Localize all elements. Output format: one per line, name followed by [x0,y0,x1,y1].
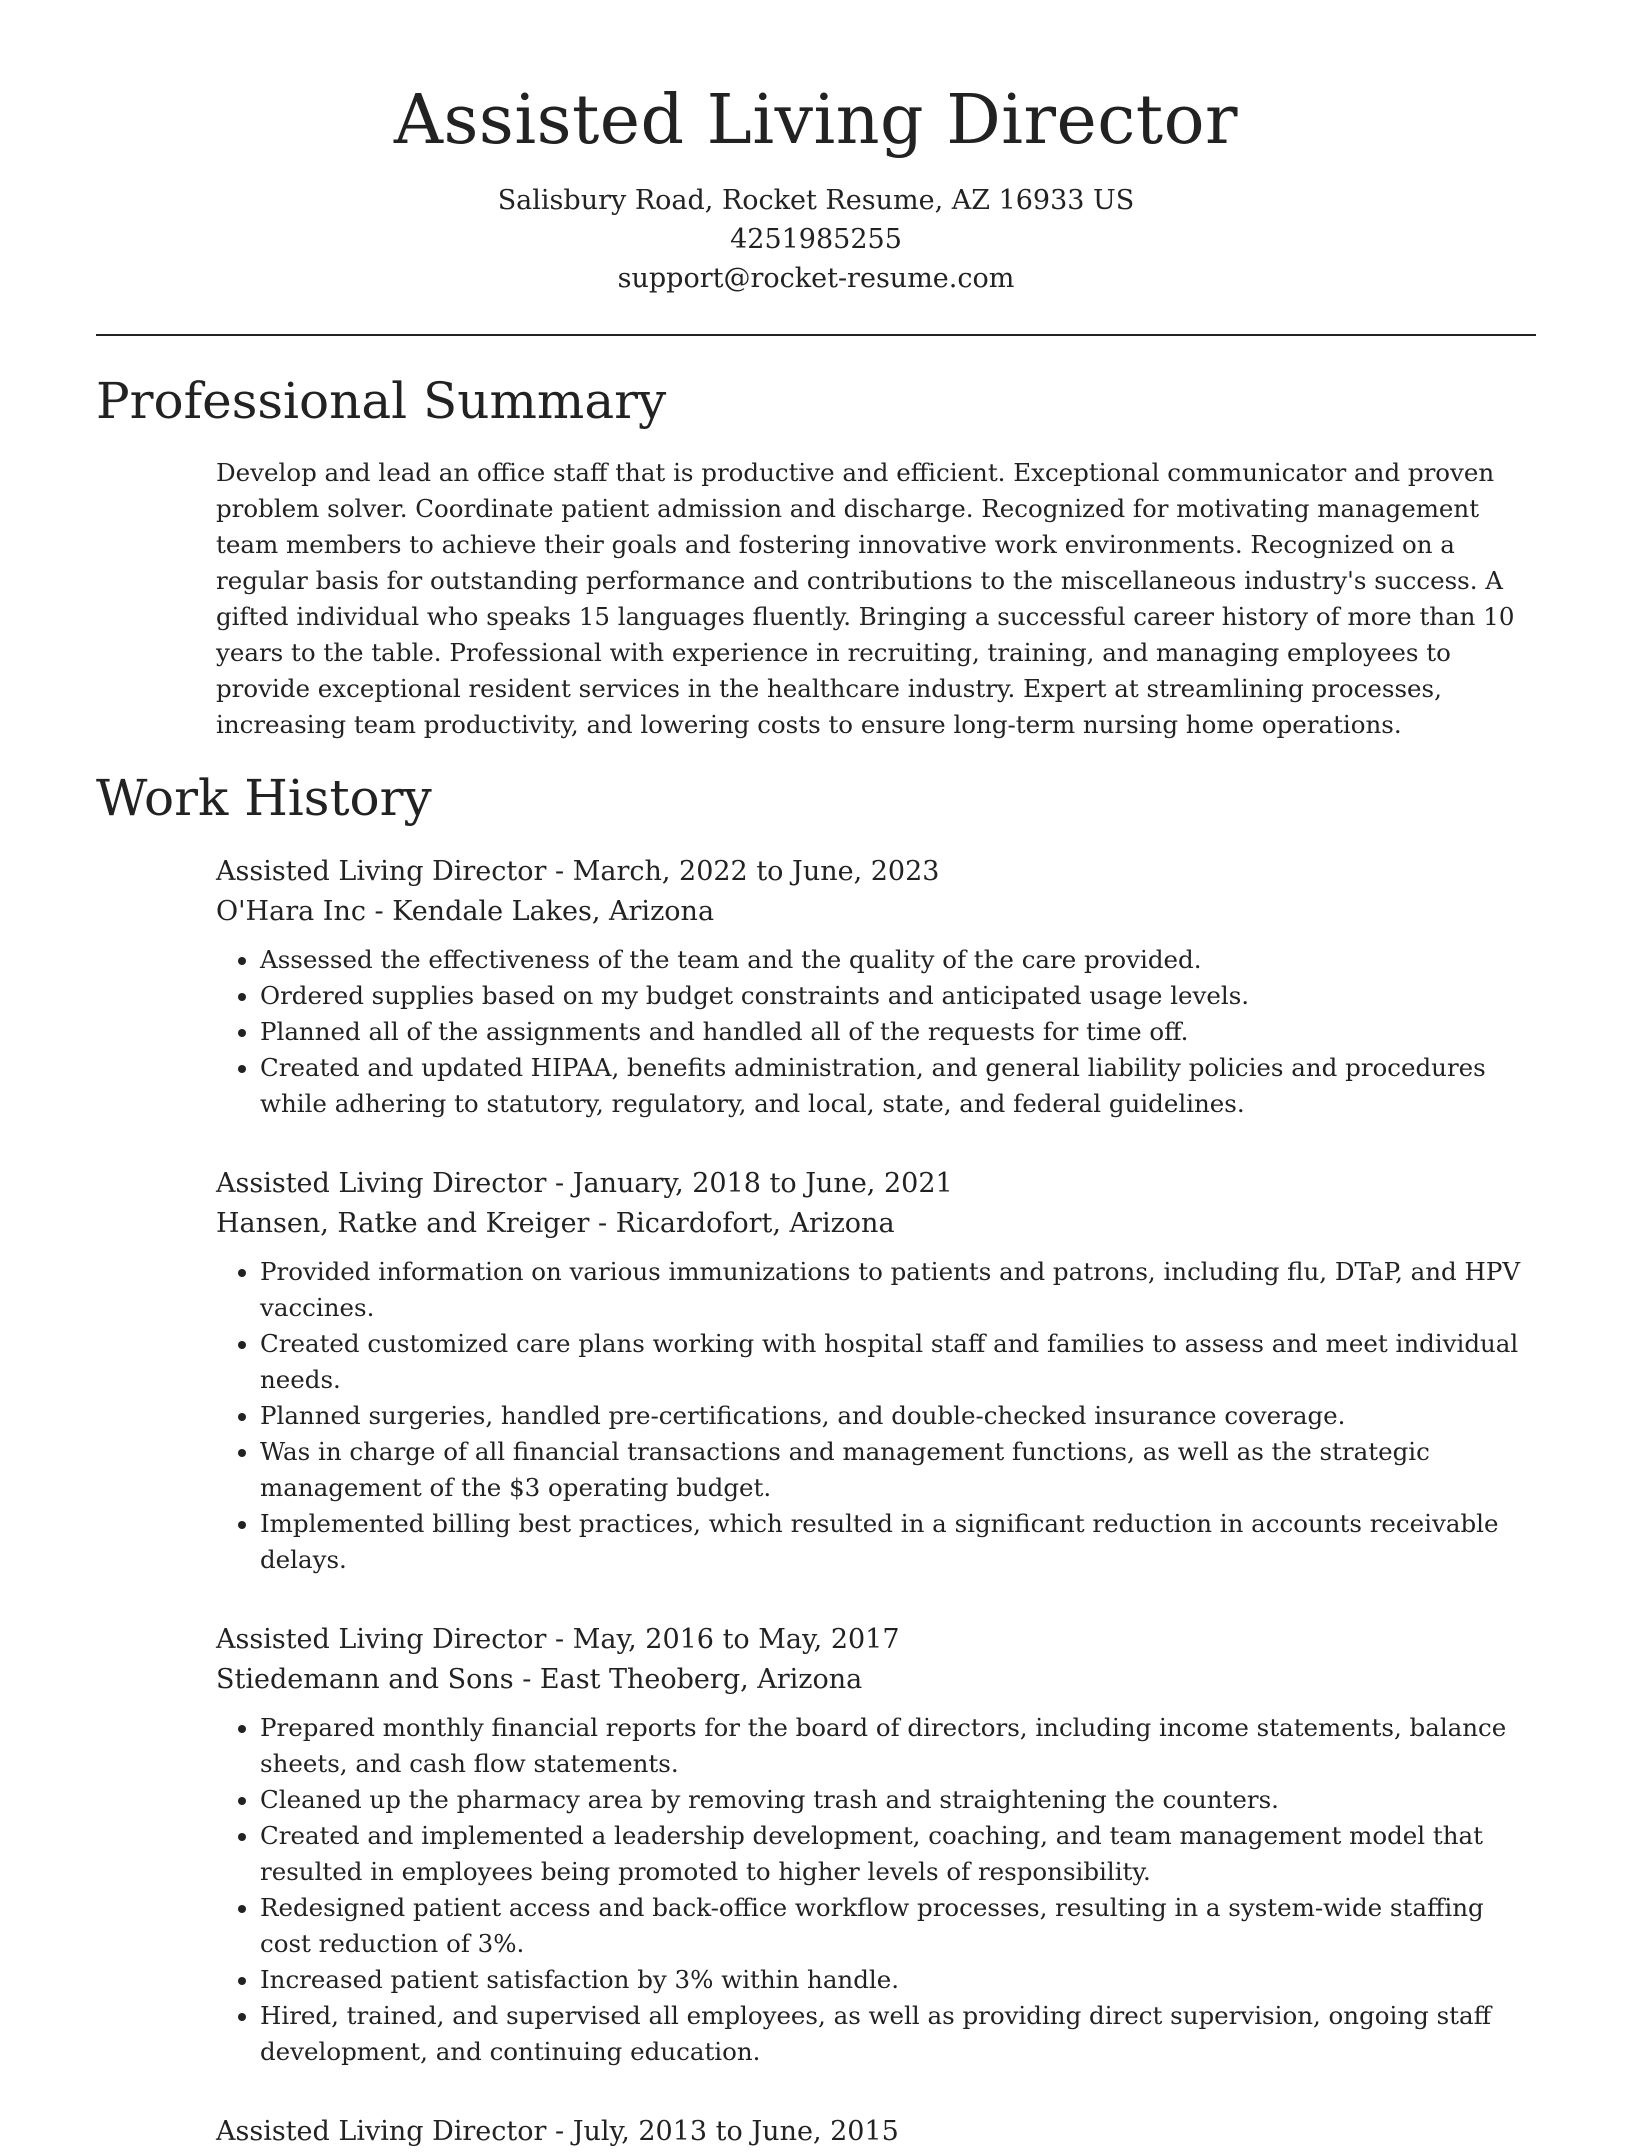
job-bullet: • Provided information on various immunizations to patients and patrons, including flu, DTaP, and HPV vaccines. [260,1254,1536,1326]
job-bullet: • Ordered supplies based on my budget constraints and anticipated usage levels. [260,978,1536,1014]
job-bullet: • Redesigned patient access and back-office workflow processes, resulting in a system-wide staffing cost reduction of 3%. [260,1890,1536,1962]
work-history-section [96,768,1536,2152]
job-bullet: • Assessed the effectiveness of the team and the quality of the care provided. [260,942,1536,978]
job-entry [216,1620,1536,2070]
job-entry [216,1164,1536,1578]
job-bullet: • Created and implemented a leadership development, coaching, and team management model that resulted in employees being promoted to higher levels of responsibility. [260,1818,1536,1890]
phone: 4251985255 [730,223,902,255]
job-list [96,852,1536,2152]
summary-title: Professional Summary [96,371,667,430]
summary-section [96,371,1536,743]
job-bullet: • Implemented billing best practices, which resulted in a significant reduction in accounts receivable delays. [260,1506,1536,1578]
job-company: Hansen, Ratke and Kreiger - Ricardofort, Arizona [216,1207,895,1239]
job-company: Stiedemann and Sons - East Theoberg, Arizona [216,1663,863,1695]
address: Salisbury Road, Rocket Resume, AZ 16933 US [497,184,1135,216]
job-bullet: • Hired, trained, and supervised all employees, as well as providing direct supervision, ongoing staff development, and continuing education. [260,1998,1536,2070]
job-bullets [216,1710,1536,2070]
email: support@rocket-resume.com [617,262,1015,294]
summary-text: Develop and lead an office staff that is productive and efficient. Exceptional communicator and proven problem solver. Coordinate patient admission and discharge. Recognized for motivating management team members to achieve their goals and fostering innovative work environments. Recognized on a regular basis for outstanding performance and contributions to the miscellaneous industry's success. A gifted individual who speaks 15 languages fluently. Bringing a successful career history of more than 10 years to the table. Professional with experience in recruiting, training, and managing employees to provide exceptional resident services in the healthcare industry. Expert at streamlining processes, increasing team productivity, and lowering costs to ensure long-term nursing home operations. [216,457,1515,739]
job-title: Assisted Living Director - March, 2022 to June, 2023 [216,855,940,887]
job-company: O'Hara Inc - Kendale Lakes, Arizona [216,895,715,927]
resume-header [96,0,1536,298]
job-bullets [216,942,1536,1122]
resume-name: Assisted Living Director [393,81,1239,160]
job-bullet: • Was in charge of all financial transactions and management functions, as well as the strategic management of the $3 operating budget. [260,1434,1536,1506]
header-divider [96,334,1536,336]
job-bullet: • Prepared monthly financial reports for the board of directors, including income statements, balance sheets, and cash flow statements. [260,1710,1536,1782]
job-title: Assisted Living Director - January, 2018 to June, 2021 [216,1167,953,1199]
job-bullet: • Created customized care plans working with hospital staff and families to assess and meet individual needs. [260,1326,1536,1398]
job-entry [216,852,1536,1122]
job-bullet: • Planned surgeries, handled pre-certifications, and double-checked insurance coverage. [260,1398,1536,1434]
job-bullet: • Cleaned up the pharmacy area by removing trash and straightening the counters. [260,1782,1536,1818]
job-title: Assisted Living Director - May, 2016 to May, 2017 [216,1623,900,1655]
job-bullet: • Planned all of the assignments and handled all of the requests for time off. [260,1014,1536,1050]
job-bullet: • Created and updated HIPAA, benefits administration, and general liability policies and procedures while adhering to statutory, regulatory, and local, state, and federal guidelines. [260,1050,1536,1122]
job-title: Assisted Living Director - July, 2013 to June, 2015 [216,2115,899,2147]
work-history-title: Work History [96,768,432,827]
job-entry [216,2112,1536,2152]
job-bullets [216,1254,1536,1578]
job-bullet: • Increased patient satisfaction by 3% within handle. [260,1962,1536,1998]
